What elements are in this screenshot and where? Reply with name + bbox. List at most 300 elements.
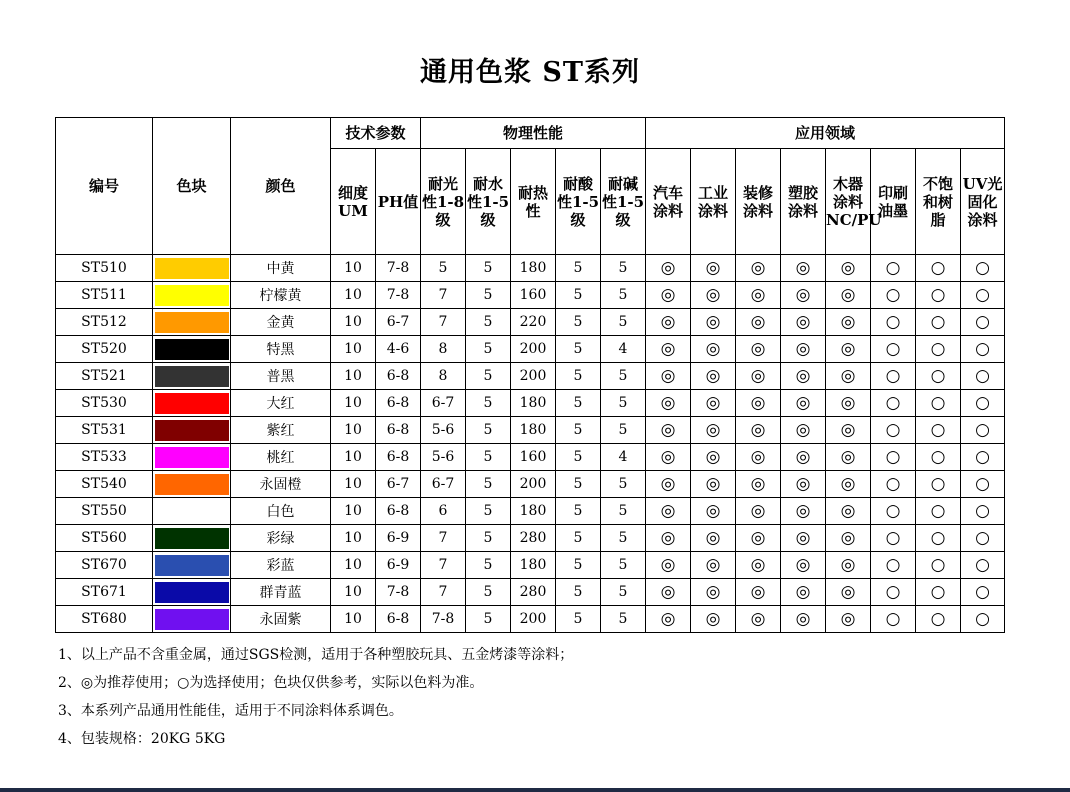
heat-cell: 180 bbox=[511, 390, 556, 417]
optional-mark-icon: ○ bbox=[961, 525, 1005, 552]
optional-mark-icon: ○ bbox=[916, 309, 961, 336]
swatch-cell bbox=[153, 363, 231, 390]
code-cell: ST512 bbox=[56, 309, 153, 336]
code-cell: ST550 bbox=[56, 498, 153, 525]
acid-cell: 5 bbox=[556, 444, 601, 471]
header-alkali-resistance: 耐碱性1-5级 bbox=[601, 149, 646, 255]
optional-mark-icon: ○ bbox=[961, 606, 1005, 633]
swatch-cell bbox=[153, 444, 231, 471]
light-cell: 5 bbox=[421, 255, 466, 282]
recommended-mark-icon: ◎ bbox=[646, 444, 691, 471]
color-name-cell: 群青蓝 bbox=[231, 579, 331, 606]
recommended-mark-icon: ◎ bbox=[691, 444, 736, 471]
header-app-wood: 木器涂料NC/PU bbox=[826, 149, 871, 255]
recommended-mark-icon: ◎ bbox=[826, 282, 871, 309]
table-row bbox=[56, 255, 1005, 282]
fineness-cell: 10 bbox=[331, 525, 376, 552]
recommended-mark-icon: ◎ bbox=[781, 579, 826, 606]
note-2: 2、◎为推荐使用；○为选择使用；色块仅供参考，实际以色料为准。 bbox=[58, 675, 484, 691]
optional-mark-icon: ○ bbox=[871, 309, 916, 336]
color-swatch bbox=[155, 447, 229, 468]
ph-cell: 6-8 bbox=[376, 363, 421, 390]
header-app-auto: 汽车涂料 bbox=[646, 149, 691, 255]
recommended-mark-icon: ◎ bbox=[691, 255, 736, 282]
water-cell: 5 bbox=[466, 390, 511, 417]
ph-cell: 6-8 bbox=[376, 390, 421, 417]
alkali-cell: 4 bbox=[601, 444, 646, 471]
water-cell: 5 bbox=[466, 444, 511, 471]
note-4: 4、包装规格：20KG 5KG bbox=[58, 731, 226, 747]
header-code: 编号 bbox=[56, 118, 153, 255]
water-cell: 5 bbox=[466, 579, 511, 606]
code-cell: ST540 bbox=[56, 471, 153, 498]
acid-cell: 5 bbox=[556, 471, 601, 498]
acid-cell: 5 bbox=[556, 336, 601, 363]
recommended-mark-icon: ◎ bbox=[646, 525, 691, 552]
swatch-cell bbox=[153, 552, 231, 579]
water-cell: 5 bbox=[466, 471, 511, 498]
code-cell: ST533 bbox=[56, 444, 153, 471]
alkali-cell: 5 bbox=[601, 552, 646, 579]
recommended-mark-icon: ◎ bbox=[691, 471, 736, 498]
alkali-cell: 5 bbox=[601, 525, 646, 552]
code-cell: ST511 bbox=[56, 282, 153, 309]
header-app-uv-curing: UV光固化涂料 bbox=[961, 149, 1005, 255]
optional-mark-icon: ○ bbox=[961, 255, 1005, 282]
recommended-mark-icon: ◎ bbox=[781, 444, 826, 471]
optional-mark-icon: ○ bbox=[916, 552, 961, 579]
water-cell: 5 bbox=[466, 282, 511, 309]
code-cell: ST530 bbox=[56, 390, 153, 417]
recommended-mark-icon: ◎ bbox=[691, 579, 736, 606]
recommended-mark-icon: ◎ bbox=[646, 309, 691, 336]
header-tech-group: 技术参数 bbox=[331, 118, 421, 149]
optional-mark-icon: ○ bbox=[916, 471, 961, 498]
alkali-cell: 5 bbox=[601, 282, 646, 309]
recommended-mark-icon: ◎ bbox=[736, 255, 781, 282]
note-3: 3、本系列产品通用性能佳，适用于不同涂料体系调色。 bbox=[58, 703, 403, 719]
color-swatch bbox=[155, 339, 229, 360]
ph-cell: 7-8 bbox=[376, 579, 421, 606]
optional-mark-icon: ○ bbox=[916, 444, 961, 471]
swatch-cell bbox=[153, 336, 231, 363]
header-app-plastic: 塑胶涂料 bbox=[781, 149, 826, 255]
code-cell: ST521 bbox=[56, 363, 153, 390]
code-cell: ST560 bbox=[56, 525, 153, 552]
water-cell: 5 bbox=[466, 363, 511, 390]
recommended-mark-icon: ◎ bbox=[691, 498, 736, 525]
header-ph: PH值 bbox=[376, 149, 421, 255]
fineness-cell: 10 bbox=[331, 282, 376, 309]
color-swatch bbox=[155, 393, 229, 414]
recommended-mark-icon: ◎ bbox=[736, 309, 781, 336]
recommended-mark-icon: ◎ bbox=[826, 471, 871, 498]
recommended-mark-icon: ◎ bbox=[826, 417, 871, 444]
light-cell: 7 bbox=[421, 552, 466, 579]
heat-cell: 280 bbox=[511, 525, 556, 552]
optional-mark-icon: ○ bbox=[916, 498, 961, 525]
recommended-mark-icon: ◎ bbox=[736, 471, 781, 498]
color-swatch bbox=[155, 474, 229, 495]
optional-mark-icon: ○ bbox=[871, 525, 916, 552]
recommended-mark-icon: ◎ bbox=[691, 363, 736, 390]
fineness-cell: 10 bbox=[331, 309, 376, 336]
light-cell: 8 bbox=[421, 363, 466, 390]
recommended-mark-icon: ◎ bbox=[691, 282, 736, 309]
code-cell: ST671 bbox=[56, 579, 153, 606]
color-name-cell: 彩绿 bbox=[231, 525, 331, 552]
code-cell: ST670 bbox=[56, 552, 153, 579]
optional-mark-icon: ○ bbox=[916, 579, 961, 606]
acid-cell: 5 bbox=[556, 525, 601, 552]
light-cell: 7 bbox=[421, 309, 466, 336]
color-name-cell: 金黄 bbox=[231, 309, 331, 336]
acid-cell: 5 bbox=[556, 309, 601, 336]
acid-cell: 5 bbox=[556, 417, 601, 444]
swatch-cell bbox=[153, 417, 231, 444]
header-app-ink: 印刷油墨 bbox=[871, 149, 916, 255]
acid-cell: 5 bbox=[556, 390, 601, 417]
alkali-cell: 5 bbox=[601, 255, 646, 282]
recommended-mark-icon: ◎ bbox=[781, 552, 826, 579]
heat-cell: 200 bbox=[511, 471, 556, 498]
recommended-mark-icon: ◎ bbox=[826, 606, 871, 633]
optional-mark-icon: ○ bbox=[961, 282, 1005, 309]
optional-mark-icon: ○ bbox=[916, 255, 961, 282]
code-cell: ST531 bbox=[56, 417, 153, 444]
recommended-mark-icon: ◎ bbox=[646, 417, 691, 444]
heat-cell: 180 bbox=[511, 498, 556, 525]
table-row bbox=[56, 444, 1005, 471]
recommended-mark-icon: ◎ bbox=[781, 282, 826, 309]
color-name-cell: 中黄 bbox=[231, 255, 331, 282]
recommended-mark-icon: ◎ bbox=[736, 282, 781, 309]
recommended-mark-icon: ◎ bbox=[736, 444, 781, 471]
optional-mark-icon: ○ bbox=[916, 606, 961, 633]
color-name-cell: 彩蓝 bbox=[231, 552, 331, 579]
color-name-cell: 永固橙 bbox=[231, 471, 331, 498]
heat-cell: 160 bbox=[511, 444, 556, 471]
water-cell: 5 bbox=[466, 336, 511, 363]
alkali-cell: 5 bbox=[601, 579, 646, 606]
table-row bbox=[56, 417, 1005, 444]
optional-mark-icon: ○ bbox=[871, 390, 916, 417]
table-row bbox=[56, 525, 1005, 552]
swatch-cell bbox=[153, 498, 231, 525]
recommended-mark-icon: ◎ bbox=[781, 255, 826, 282]
recommended-mark-icon: ◎ bbox=[691, 606, 736, 633]
heat-cell: 180 bbox=[511, 417, 556, 444]
note-1: 1、以上产品不含重金属，通过SGS检测，适用于各种塑胶玩具、五金烤漆等涂料； bbox=[58, 647, 574, 663]
light-cell: 6 bbox=[421, 498, 466, 525]
light-cell: 5-6 bbox=[421, 417, 466, 444]
alkali-cell: 5 bbox=[601, 606, 646, 633]
optional-mark-icon: ○ bbox=[961, 363, 1005, 390]
optional-mark-icon: ○ bbox=[961, 417, 1005, 444]
color-swatch bbox=[155, 366, 229, 387]
ph-cell: 6-9 bbox=[376, 552, 421, 579]
optional-mark-icon: ○ bbox=[961, 552, 1005, 579]
recommended-mark-icon: ◎ bbox=[646, 390, 691, 417]
recommended-mark-icon: ◎ bbox=[691, 417, 736, 444]
color-name-cell: 白色 bbox=[231, 498, 331, 525]
table-row bbox=[56, 552, 1005, 579]
notes bbox=[58, 641, 573, 753]
swatch-cell bbox=[153, 471, 231, 498]
acid-cell: 5 bbox=[556, 363, 601, 390]
recommended-mark-icon: ◎ bbox=[826, 444, 871, 471]
heat-cell: 180 bbox=[511, 255, 556, 282]
recommended-mark-icon: ◎ bbox=[781, 606, 826, 633]
water-cell: 5 bbox=[466, 552, 511, 579]
color-name-cell: 特黑 bbox=[231, 336, 331, 363]
swatch-cell bbox=[153, 309, 231, 336]
alkali-cell: 5 bbox=[601, 390, 646, 417]
recommended-mark-icon: ◎ bbox=[646, 606, 691, 633]
color-name-cell: 普黑 bbox=[231, 363, 331, 390]
fineness-cell: 10 bbox=[331, 363, 376, 390]
color-name-cell: 永固紫 bbox=[231, 606, 331, 633]
optional-mark-icon: ○ bbox=[871, 606, 916, 633]
ph-cell: 7-8 bbox=[376, 255, 421, 282]
code-cell: ST510 bbox=[56, 255, 153, 282]
acid-cell: 5 bbox=[556, 552, 601, 579]
header-app-unsaturated-resin: 不饱和树脂 bbox=[916, 149, 961, 255]
header-phys-group: 物理性能 bbox=[421, 118, 646, 149]
heat-cell: 200 bbox=[511, 606, 556, 633]
table-row bbox=[56, 336, 1005, 363]
recommended-mark-icon: ◎ bbox=[781, 336, 826, 363]
recommended-mark-icon: ◎ bbox=[826, 363, 871, 390]
optional-mark-icon: ○ bbox=[871, 363, 916, 390]
recommended-mark-icon: ◎ bbox=[736, 390, 781, 417]
alkali-cell: 5 bbox=[601, 363, 646, 390]
swatch-cell bbox=[153, 579, 231, 606]
table-row bbox=[56, 309, 1005, 336]
recommended-mark-icon: ◎ bbox=[736, 336, 781, 363]
light-cell: 6-7 bbox=[421, 390, 466, 417]
fineness-cell: 10 bbox=[331, 255, 376, 282]
header-acid-resistance: 耐酸性1-5级 bbox=[556, 149, 601, 255]
recommended-mark-icon: ◎ bbox=[646, 471, 691, 498]
recommended-mark-icon: ◎ bbox=[691, 390, 736, 417]
recommended-mark-icon: ◎ bbox=[646, 579, 691, 606]
color-swatch bbox=[155, 258, 229, 279]
water-cell: 5 bbox=[466, 417, 511, 444]
header-swatch: 色块 bbox=[153, 118, 231, 255]
recommended-mark-icon: ◎ bbox=[736, 552, 781, 579]
ph-cell: 6-8 bbox=[376, 606, 421, 633]
recommended-mark-icon: ◎ bbox=[646, 282, 691, 309]
table-row bbox=[56, 282, 1005, 309]
color-name-cell: 紫红 bbox=[231, 417, 331, 444]
optional-mark-icon: ○ bbox=[871, 282, 916, 309]
fineness-cell: 10 bbox=[331, 498, 376, 525]
color-swatch bbox=[155, 582, 229, 603]
recommended-mark-icon: ◎ bbox=[826, 498, 871, 525]
color-swatch bbox=[155, 285, 229, 306]
fineness-cell: 10 bbox=[331, 417, 376, 444]
acid-cell: 5 bbox=[556, 282, 601, 309]
light-cell: 6-7 bbox=[421, 471, 466, 498]
code-cell: ST680 bbox=[56, 606, 153, 633]
ph-cell: 6-8 bbox=[376, 417, 421, 444]
acid-cell: 5 bbox=[556, 579, 601, 606]
color-swatch bbox=[155, 501, 229, 522]
alkali-cell: 5 bbox=[601, 309, 646, 336]
table-row bbox=[56, 363, 1005, 390]
product-spec-table bbox=[55, 117, 1005, 633]
color-name-cell: 大红 bbox=[231, 390, 331, 417]
recommended-mark-icon: ◎ bbox=[781, 309, 826, 336]
optional-mark-icon: ○ bbox=[916, 363, 961, 390]
table-row bbox=[56, 498, 1005, 525]
recommended-mark-icon: ◎ bbox=[646, 255, 691, 282]
light-cell: 7 bbox=[421, 282, 466, 309]
table-row bbox=[56, 471, 1005, 498]
recommended-mark-icon: ◎ bbox=[691, 552, 736, 579]
fineness-cell: 10 bbox=[331, 390, 376, 417]
color-name-cell: 桃红 bbox=[231, 444, 331, 471]
color-name-cell: 柠檬黄 bbox=[231, 282, 331, 309]
code-cell: ST520 bbox=[56, 336, 153, 363]
alkali-cell: 5 bbox=[601, 471, 646, 498]
color-swatch bbox=[155, 528, 229, 549]
table-row bbox=[56, 579, 1005, 606]
heat-cell: 180 bbox=[511, 552, 556, 579]
table-row bbox=[56, 606, 1005, 633]
recommended-mark-icon: ◎ bbox=[646, 363, 691, 390]
bottom-border bbox=[0, 788, 1070, 792]
recommended-mark-icon: ◎ bbox=[826, 255, 871, 282]
ph-cell: 6-7 bbox=[376, 471, 421, 498]
swatch-cell bbox=[153, 390, 231, 417]
heat-cell: 160 bbox=[511, 282, 556, 309]
header-app-group: 应用领域 bbox=[646, 118, 1005, 149]
recommended-mark-icon: ◎ bbox=[781, 498, 826, 525]
heat-cell: 280 bbox=[511, 579, 556, 606]
optional-mark-icon: ○ bbox=[871, 255, 916, 282]
ph-cell: 7-8 bbox=[376, 282, 421, 309]
color-swatch bbox=[155, 609, 229, 630]
recommended-mark-icon: ◎ bbox=[691, 525, 736, 552]
optional-mark-icon: ○ bbox=[961, 444, 1005, 471]
header-row-groups bbox=[56, 118, 1005, 149]
recommended-mark-icon: ◎ bbox=[826, 579, 871, 606]
alkali-cell: 4 bbox=[601, 336, 646, 363]
optional-mark-icon: ○ bbox=[916, 336, 961, 363]
recommended-mark-icon: ◎ bbox=[826, 309, 871, 336]
ph-cell: 6-8 bbox=[376, 498, 421, 525]
recommended-mark-icon: ◎ bbox=[736, 579, 781, 606]
table-body bbox=[56, 255, 1005, 633]
recommended-mark-icon: ◎ bbox=[691, 309, 736, 336]
recommended-mark-icon: ◎ bbox=[736, 606, 781, 633]
acid-cell: 5 bbox=[556, 606, 601, 633]
water-cell: 5 bbox=[466, 309, 511, 336]
recommended-mark-icon: ◎ bbox=[736, 363, 781, 390]
swatch-cell bbox=[153, 606, 231, 633]
fineness-cell: 10 bbox=[331, 471, 376, 498]
swatch-cell bbox=[153, 525, 231, 552]
optional-mark-icon: ○ bbox=[916, 417, 961, 444]
optional-mark-icon: ○ bbox=[871, 417, 916, 444]
recommended-mark-icon: ◎ bbox=[736, 417, 781, 444]
acid-cell: 5 bbox=[556, 255, 601, 282]
optional-mark-icon: ○ bbox=[961, 336, 1005, 363]
recommended-mark-icon: ◎ bbox=[781, 525, 826, 552]
acid-cell: 5 bbox=[556, 498, 601, 525]
recommended-mark-icon: ◎ bbox=[826, 390, 871, 417]
header-app-industrial: 工业涂料 bbox=[691, 149, 736, 255]
optional-mark-icon: ○ bbox=[871, 498, 916, 525]
recommended-mark-icon: ◎ bbox=[736, 525, 781, 552]
header-heat-resistance: 耐热性 bbox=[511, 149, 556, 255]
header-app-decor: 装修涂料 bbox=[736, 149, 781, 255]
table-row bbox=[56, 390, 1005, 417]
recommended-mark-icon: ◎ bbox=[781, 363, 826, 390]
optional-mark-icon: ○ bbox=[871, 336, 916, 363]
heat-cell: 200 bbox=[511, 363, 556, 390]
optional-mark-icon: ○ bbox=[961, 390, 1005, 417]
water-cell: 5 bbox=[466, 525, 511, 552]
light-cell: 8 bbox=[421, 336, 466, 363]
water-cell: 5 bbox=[466, 606, 511, 633]
swatch-cell bbox=[153, 255, 231, 282]
fineness-cell: 10 bbox=[331, 552, 376, 579]
swatch-cell bbox=[153, 282, 231, 309]
optional-mark-icon: ○ bbox=[871, 471, 916, 498]
ph-cell: 6-9 bbox=[376, 525, 421, 552]
ph-cell: 4-6 bbox=[376, 336, 421, 363]
optional-mark-icon: ○ bbox=[916, 525, 961, 552]
light-cell: 5-6 bbox=[421, 444, 466, 471]
fineness-cell: 10 bbox=[331, 444, 376, 471]
optional-mark-icon: ○ bbox=[916, 390, 961, 417]
optional-mark-icon: ○ bbox=[916, 282, 961, 309]
optional-mark-icon: ○ bbox=[961, 579, 1005, 606]
recommended-mark-icon: ◎ bbox=[781, 471, 826, 498]
alkali-cell: 5 bbox=[601, 417, 646, 444]
recommended-mark-icon: ◎ bbox=[826, 336, 871, 363]
fineness-cell: 10 bbox=[331, 606, 376, 633]
color-swatch bbox=[155, 312, 229, 333]
optional-mark-icon: ○ bbox=[961, 309, 1005, 336]
fineness-cell: 10 bbox=[331, 579, 376, 606]
recommended-mark-icon: ◎ bbox=[826, 552, 871, 579]
optional-mark-icon: ○ bbox=[961, 471, 1005, 498]
header-color: 颜色 bbox=[231, 118, 331, 255]
recommended-mark-icon: ◎ bbox=[646, 498, 691, 525]
water-cell: 5 bbox=[466, 498, 511, 525]
heat-cell: 200 bbox=[511, 336, 556, 363]
header-light-fastness: 耐光性1-8级 bbox=[421, 149, 466, 255]
light-cell: 7-8 bbox=[421, 606, 466, 633]
light-cell: 7 bbox=[421, 525, 466, 552]
recommended-mark-icon: ◎ bbox=[781, 390, 826, 417]
heat-cell: 220 bbox=[511, 309, 556, 336]
color-swatch bbox=[155, 420, 229, 441]
optional-mark-icon: ○ bbox=[871, 579, 916, 606]
recommended-mark-icon: ◎ bbox=[781, 417, 826, 444]
water-cell: 5 bbox=[466, 255, 511, 282]
header-fineness: 细度UM bbox=[331, 149, 376, 255]
recommended-mark-icon: ◎ bbox=[646, 552, 691, 579]
header-water-resistance: 耐水性1-5级 bbox=[466, 149, 511, 255]
optional-mark-icon: ○ bbox=[871, 552, 916, 579]
page-title: 通用色浆 ST系列 bbox=[420, 57, 640, 88]
alkali-cell: 5 bbox=[601, 498, 646, 525]
